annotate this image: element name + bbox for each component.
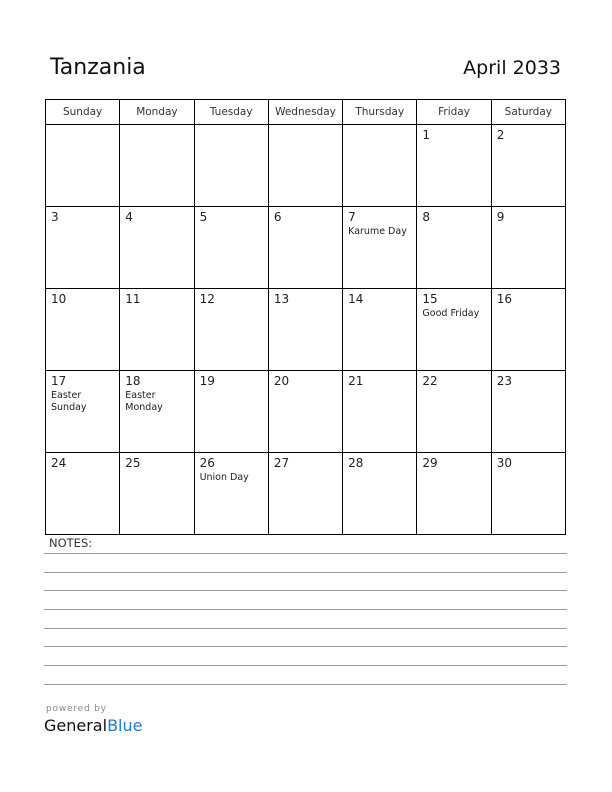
week-row (46, 371, 566, 453)
holiday-label: Good Friday (422, 308, 480, 319)
note-line (44, 646, 567, 647)
holiday-label: Union Day (199, 472, 249, 483)
day-number: 28 (348, 456, 364, 470)
day-number: 27 (273, 456, 290, 470)
day-number: 26 (199, 456, 215, 470)
day-cell (268, 207, 342, 289)
note-line (44, 609, 567, 610)
day-number: 19 (199, 374, 215, 388)
day-cell (491, 125, 565, 207)
day-cell (194, 453, 268, 535)
day-cell (120, 371, 194, 453)
day-cell (120, 125, 194, 207)
weekday-header: Sunday (46, 100, 120, 125)
day-number: 18 (125, 374, 141, 388)
weekday-header: Wednesday (268, 100, 342, 125)
day-number: 22 (422, 374, 438, 388)
day-cell (417, 289, 491, 371)
day-cell (194, 207, 268, 289)
week-row (46, 289, 566, 371)
day-cell (268, 125, 342, 207)
day-number: 16 (496, 292, 512, 306)
day-cell (343, 207, 417, 289)
month-year-title: April 2033 (463, 57, 561, 79)
day-number: 12 (199, 292, 215, 306)
day-number: 25 (125, 456, 141, 470)
day-cell (194, 371, 268, 453)
day-number: 20 (273, 374, 290, 388)
notes-label: NOTES: (49, 536, 93, 550)
day-cell (194, 125, 268, 207)
day-cell (343, 371, 417, 453)
day-cell (120, 453, 194, 535)
brand-logo (44, 716, 142, 735)
day-cell (417, 207, 491, 289)
country-title: Tanzania (50, 55, 146, 80)
day-number: 1 (422, 128, 431, 142)
day-number: 30 (496, 456, 512, 470)
weekday-header-row (46, 100, 566, 125)
note-line (44, 590, 567, 591)
day-number: 3 (51, 210, 59, 224)
note-line (44, 628, 567, 629)
weekday-header: Thursday (343, 100, 417, 125)
week-row (46, 453, 566, 535)
day-cell (120, 289, 194, 371)
day-cell (491, 453, 565, 535)
day-cell (343, 453, 417, 535)
day-number: 4 (125, 210, 133, 224)
holiday-label: Easter Sunday (51, 390, 87, 413)
weekday-header: Monday (120, 100, 194, 125)
week-row (46, 125, 566, 207)
day-cell (194, 289, 268, 371)
day-number: 17 (51, 374, 67, 388)
day-cell (46, 371, 120, 453)
day-cell (268, 453, 342, 535)
day-number: 29 (422, 456, 438, 470)
day-number: 5 (199, 210, 208, 224)
day-number: 8 (422, 210, 431, 224)
day-cell (46, 453, 120, 535)
day-cell (417, 371, 491, 453)
brand-blue-text: Blue (107, 716, 143, 735)
day-cell (491, 289, 565, 371)
day-number: 10 (51, 292, 67, 306)
day-cell (268, 371, 342, 453)
day-number: 13 (273, 292, 290, 306)
calendar-grid (45, 99, 566, 535)
day-cell (46, 125, 120, 207)
day-number: 15 (422, 292, 438, 306)
day-cell (343, 125, 417, 207)
day-number: 2 (496, 128, 505, 142)
day-cell (417, 125, 491, 207)
weekday-header: Tuesday (194, 100, 268, 125)
holiday-label: Karume Day (348, 226, 407, 237)
day-number: 6 (273, 210, 282, 224)
day-cell (491, 207, 565, 289)
day-cell (120, 207, 194, 289)
day-cell (46, 289, 120, 371)
day-cell (46, 207, 120, 289)
note-line (44, 665, 567, 666)
day-number: 7 (348, 210, 356, 224)
weekday-header: Friday (417, 100, 491, 125)
day-cell (343, 289, 417, 371)
day-number: 21 (348, 374, 364, 388)
week-row (46, 207, 566, 289)
day-number: 23 (496, 374, 512, 388)
day-cell (417, 453, 491, 535)
note-line (44, 553, 567, 554)
day-cell (268, 289, 342, 371)
note-line (44, 684, 567, 685)
holiday-label: Easter Monday (125, 390, 163, 413)
brand-general-text: General (44, 716, 108, 735)
day-number: 14 (348, 292, 364, 306)
day-cell (491, 371, 565, 453)
day-number: 9 (496, 210, 505, 224)
weekday-header: Saturday (491, 100, 565, 125)
day-number: 24 (51, 456, 67, 470)
day-number: 11 (125, 292, 141, 306)
powered-by-text: powered by (46, 704, 107, 714)
note-line (44, 572, 567, 573)
